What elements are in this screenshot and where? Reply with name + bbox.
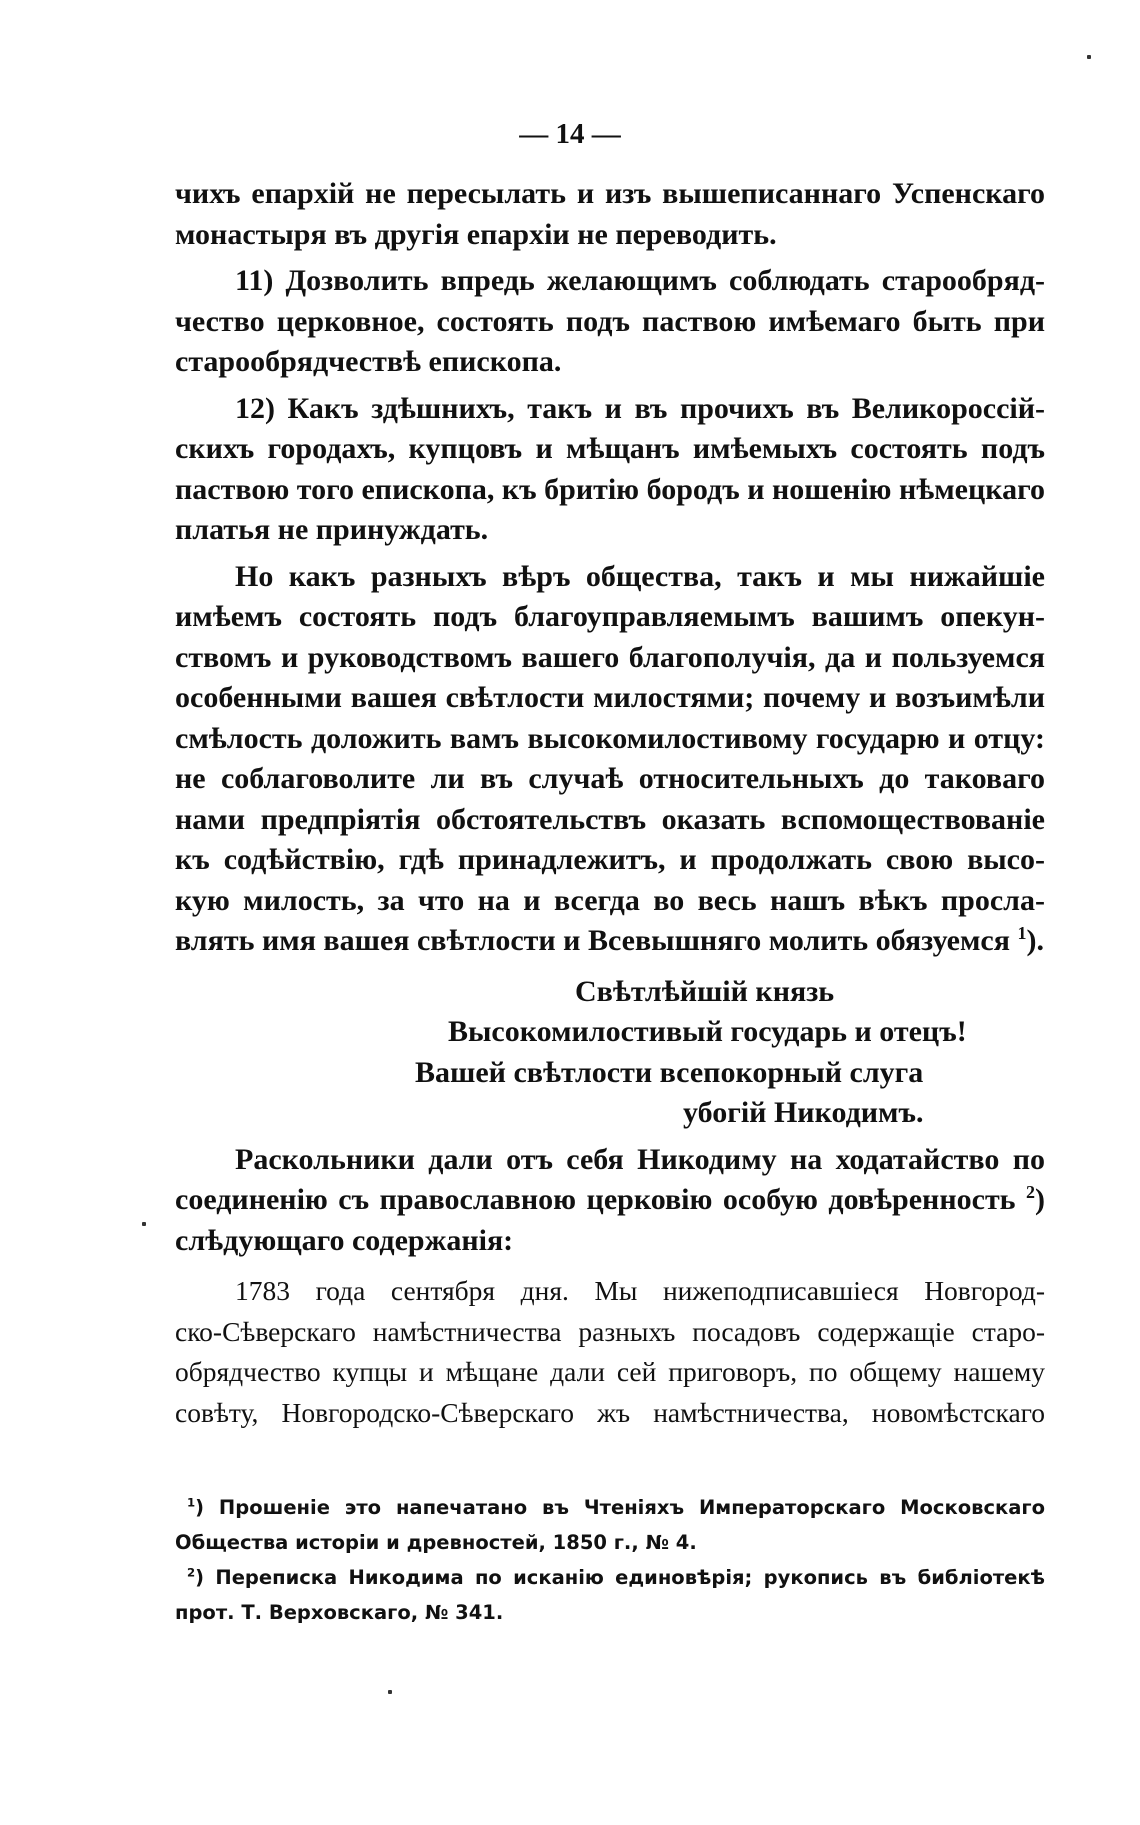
scan-speck <box>388 1690 392 1694</box>
text-line: старообрядчествѣ епископа. <box>175 345 562 378</box>
text-line: 12) Какъ здѣшнихъ, такъ и въ прочихъ въ Великороссій- <box>235 391 1045 425</box>
footnote-text: ) Переписка Никодима по исканію единовѣрія; рукопись въ библіотекѣ <box>195 1566 1045 1589</box>
closing-bracket: ) <box>1035 1183 1045 1216</box>
text-line <box>175 1180 1045 1221</box>
scan-speck <box>1087 55 1091 59</box>
text-line: имѣемъ состоять подъ благоуправляемымъ вашимъ опекун- <box>175 600 1045 633</box>
text-line: скихъ городахъ, купцовъ и мѣщанъ имѣемыхъ состоять подъ <box>175 432 1045 465</box>
text-line: ствомъ и руководствомъ вашего благополучія, да и пользуемся <box>175 640 1045 674</box>
text-line: 11) Дозволить впредь желающимъ соблюдать старообряд- <box>235 264 1045 297</box>
footnote-reference: 1 <box>1017 923 1027 943</box>
footnote-line <box>175 1560 1045 1595</box>
footnotes <box>175 1490 1045 1630</box>
text-line: не соблаговолите ли въ случаѣ относительныхъ до таковаго <box>175 762 1045 795</box>
text-line: монастыря въ другія епархіи не переводить. <box>175 217 777 251</box>
quoted-document <box>175 1271 1045 1433</box>
page-number: — 14 — <box>519 118 621 150</box>
text-line: 1783 года сентября дня. Мы нижеподписавшіеся Новгород- <box>235 1275 1045 1306</box>
text-line: ско-Сѣверскаго намѣстничества разныхъ посадовъ содержащіе старо- <box>175 1315 1045 1347</box>
footnote-line: прот. Т. Верховскаго, № 341. <box>175 1601 504 1624</box>
footnote-line <box>175 1490 1045 1525</box>
text-line: чество церковное, состоять подъ паствою имѣемаго быть при <box>175 304 1045 338</box>
text-line: кую милость, за что на и всегда во весь нашъ вѣкъ просла- <box>175 883 1045 917</box>
text-line: чихъ епархій не пересылать и изъ вышеписаннаго Успенскаго <box>175 177 1045 210</box>
text-line-content: влять имя вашея свѣтлости и Всевышняго молить обязуемся <box>175 924 1010 957</box>
text-line: нами предпріятія обстоятельствъ оказать вспомоществованіе <box>175 802 1045 836</box>
text-line: къ содѣйствію, гдѣ принадлежитъ, и продолжать свою высо- <box>175 843 1045 876</box>
text-line: платья не принуждать. <box>175 513 489 546</box>
spacer <box>175 962 1045 972</box>
text-line: смѣлость доложить вамъ высокомилостивому государю и отцу: <box>175 721 1045 755</box>
footnote-reference: 2 <box>1026 1182 1035 1202</box>
footnote-line: Общества исторіи и древностей, 1850 г., № 4. <box>175 1531 697 1554</box>
signature-line: Вашей свѣтлости всепокорный слуга <box>415 1055 924 1089</box>
text-line: особенными вашея свѣтлости милостями; почему и возъимѣли <box>175 681 1045 714</box>
text-line: Но какъ разныхъ вѣръ общества, такъ и мы нижайшіе <box>235 559 1045 593</box>
signature-line: Высокомилостивый государь и отецъ! <box>448 1015 967 1048</box>
text-line: совѣту, Новгородско-Сѣверскаго жъ намѣстничества, новомѣстскаго <box>175 1396 1045 1428</box>
footnote-marker: 2 <box>187 1565 196 1580</box>
text-line: обрядчество купцы и мѣщане дали сей приговоръ, по общему нашему <box>175 1356 1045 1387</box>
text-line-content: соединенію съ православною церковію особую довѣренность <box>175 1183 1016 1216</box>
closing-bracket: ). <box>1026 924 1044 957</box>
signature-line: Свѣтлѣйшій князь <box>575 974 835 1008</box>
footnote-text: ) Прошеніе это напечатано въ Чтеніяхъ Императорскаго Московскаго <box>195 1496 1045 1519</box>
text-line: паствою того епископа, къ бритію бородъ и ношенію нѣмецкаго <box>175 472 1045 506</box>
main-text <box>175 174 1045 1433</box>
scan-speck <box>142 1222 146 1226</box>
footnote-marker: 1 <box>187 1495 196 1510</box>
spacer <box>175 1261 1045 1271</box>
text-line: слѣдующаго содержанія: <box>175 1223 514 1257</box>
signature-line: убогій Никодимъ. <box>683 1096 924 1129</box>
text-line: Раскольники дали отъ себя Никодиму на ходатайство по <box>235 1142 1045 1176</box>
text-line <box>175 921 1045 962</box>
